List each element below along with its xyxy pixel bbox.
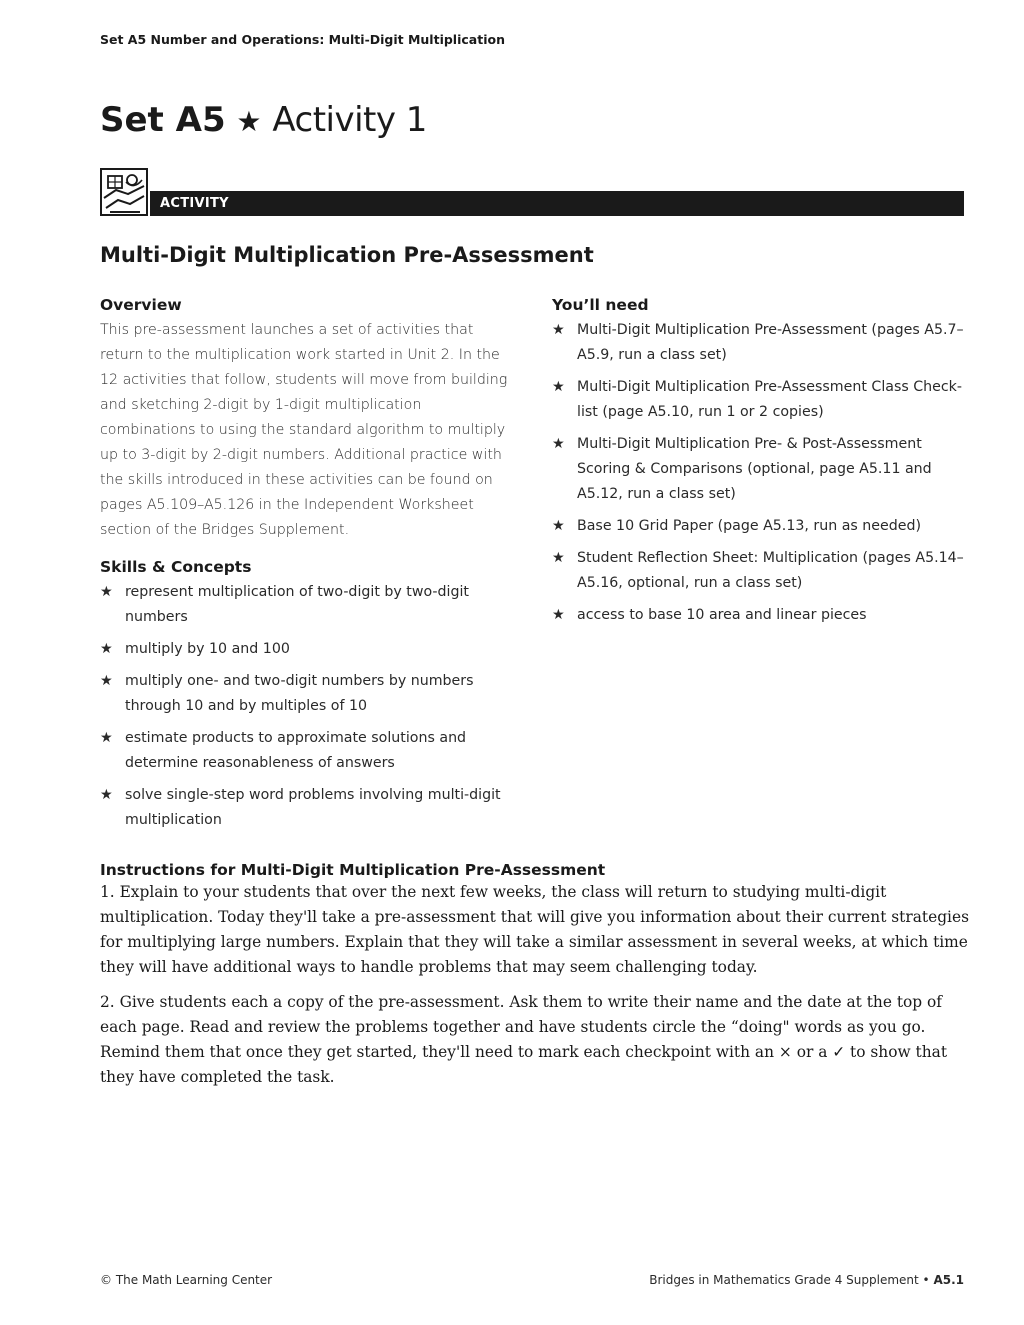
list-item bbox=[552, 318, 972, 368]
right-column bbox=[552, 295, 972, 635]
instruction-paragraph: 1. Explain to your students that over the next few weeks, the class will return to studying multi-digit multiplication. Today they'll take a pre-assessment that will give you information about their current strategies for multiplying large numbers. Explain that they will take a similar assessment in several weeks, at which time they will have additional ways to handle problems that may seem challenging today. bbox=[100, 883, 969, 976]
list-item bbox=[100, 637, 520, 662]
set-label: Set A5 bbox=[100, 100, 226, 140]
material-text: Multi-Digit Multiplication Pre- & Post-Assessment Scoring & Comparisons (optional, page A5.11 and A5.12, run a class set) bbox=[577, 436, 932, 502]
star-bullet-icon: ★ bbox=[552, 379, 565, 395]
skill-text: multiply one- and two-digit numbers by numbers through 10 and by multiples of 10 bbox=[125, 673, 474, 714]
star-bullet-icon: ★ bbox=[100, 641, 113, 657]
skill-text: multiply by 10 and 100 bbox=[125, 641, 290, 657]
instructions-heading: Instructions for Multi-Digit Multiplication Pre-Assessment bbox=[100, 861, 606, 879]
banner-bar bbox=[150, 191, 964, 216]
instructions-section bbox=[100, 860, 970, 1100]
skill-text: estimate products to approximate solutions and determine reasonableness of answers bbox=[125, 730, 467, 771]
banner-label: ACTIVITY bbox=[160, 196, 229, 211]
skill-text: solve single-step word problems involving multi-digit multiplication bbox=[125, 787, 501, 828]
youll-need-heading: You’ll need bbox=[552, 296, 649, 314]
material-text: Multi-Digit Multiplication Pre-Assessment Class Check-list (page A5.10, run 1 or 2 copies) bbox=[577, 379, 963, 420]
activity-hands-icon bbox=[100, 168, 148, 216]
list-item bbox=[552, 375, 972, 425]
footer-book-info bbox=[649, 1273, 964, 1287]
star-bullet-icon: ★ bbox=[552, 550, 565, 566]
material-text: access to base 10 area and linear pieces bbox=[577, 607, 867, 623]
activity-label: Activity 1 bbox=[272, 100, 427, 140]
star-bullet-icon: ★ bbox=[100, 730, 113, 746]
list-item bbox=[100, 783, 520, 833]
footer-copyright: © The Math Learning Center bbox=[100, 1273, 273, 1287]
skills-list bbox=[100, 580, 520, 833]
star-bullet-icon: ★ bbox=[552, 607, 565, 623]
material-text: Base 10 Grid Paper (page A5.13, run as needed) bbox=[577, 518, 922, 534]
page-number: A5.1 bbox=[933, 1273, 964, 1287]
left-column bbox=[100, 295, 520, 840]
activity-banner bbox=[100, 168, 964, 216]
skills-heading: Skills & Concepts bbox=[100, 558, 252, 576]
star-bullet-icon: ★ bbox=[552, 322, 565, 338]
star-bullet-icon: ★ bbox=[100, 673, 113, 689]
set-title bbox=[100, 96, 427, 146]
list-item bbox=[552, 546, 972, 596]
star-bullet-icon: ★ bbox=[100, 787, 113, 803]
list-item bbox=[552, 514, 972, 539]
star-bullet-icon: ★ bbox=[552, 436, 565, 452]
star-bullet-icon: ★ bbox=[552, 518, 565, 534]
list-item bbox=[100, 669, 520, 719]
instruction-paragraph: 2. Give students each a copy of the pre-assessment. Ask them to write their name and the date at the top of each page. Read and review the problems together and have students circle the “doing" words as you go. Remind them that once they get started, they'll need to mark each checkpoint with an × or a ✓ to show that they have completed the task. bbox=[100, 993, 948, 1086]
star-bullet-icon: ★ bbox=[100, 584, 113, 600]
list-item bbox=[100, 726, 520, 776]
list-item bbox=[552, 432, 972, 507]
overview-heading: Overview bbox=[100, 296, 182, 314]
star-icon: ★ bbox=[236, 105, 262, 138]
footer-book-title: Bridges in Mathematics Grade 4 Supplement • bbox=[649, 1273, 930, 1287]
materials-list bbox=[552, 318, 972, 628]
list-item bbox=[100, 580, 520, 630]
material-text: Student Reflection Sheet: Multiplication (pages A5.14–A5.16, optional, run a class set) bbox=[577, 550, 964, 591]
list-item bbox=[552, 603, 972, 628]
skill-text: represent multiplication of two-digit by two-digit numbers bbox=[125, 584, 469, 625]
activity-title: Multi-Digit Multiplication Pre-Assessment bbox=[100, 243, 594, 267]
running-head: Set A5 Number and Operations: Multi-Digit Multiplication bbox=[100, 32, 505, 47]
material-text: Multi-Digit Multiplication Pre-Assessment (pages A5.7–A5.9, run a class set) bbox=[577, 322, 964, 363]
overview-text: This pre-assessment launches a set of activities that return to the multiplication work started in Unit 2. In the 12 activities that follow, students will move from building and sketching 2-digit by 1-digit multiplication combinations to using the standard algorithm to multiply up to 3-digit by 2-digit numbers. Additional practice with the skills introduced in these activities can be found on pages A5.109–A5.126 in the Independent Worksheet section of the Bridges Supplement. bbox=[100, 322, 508, 538]
